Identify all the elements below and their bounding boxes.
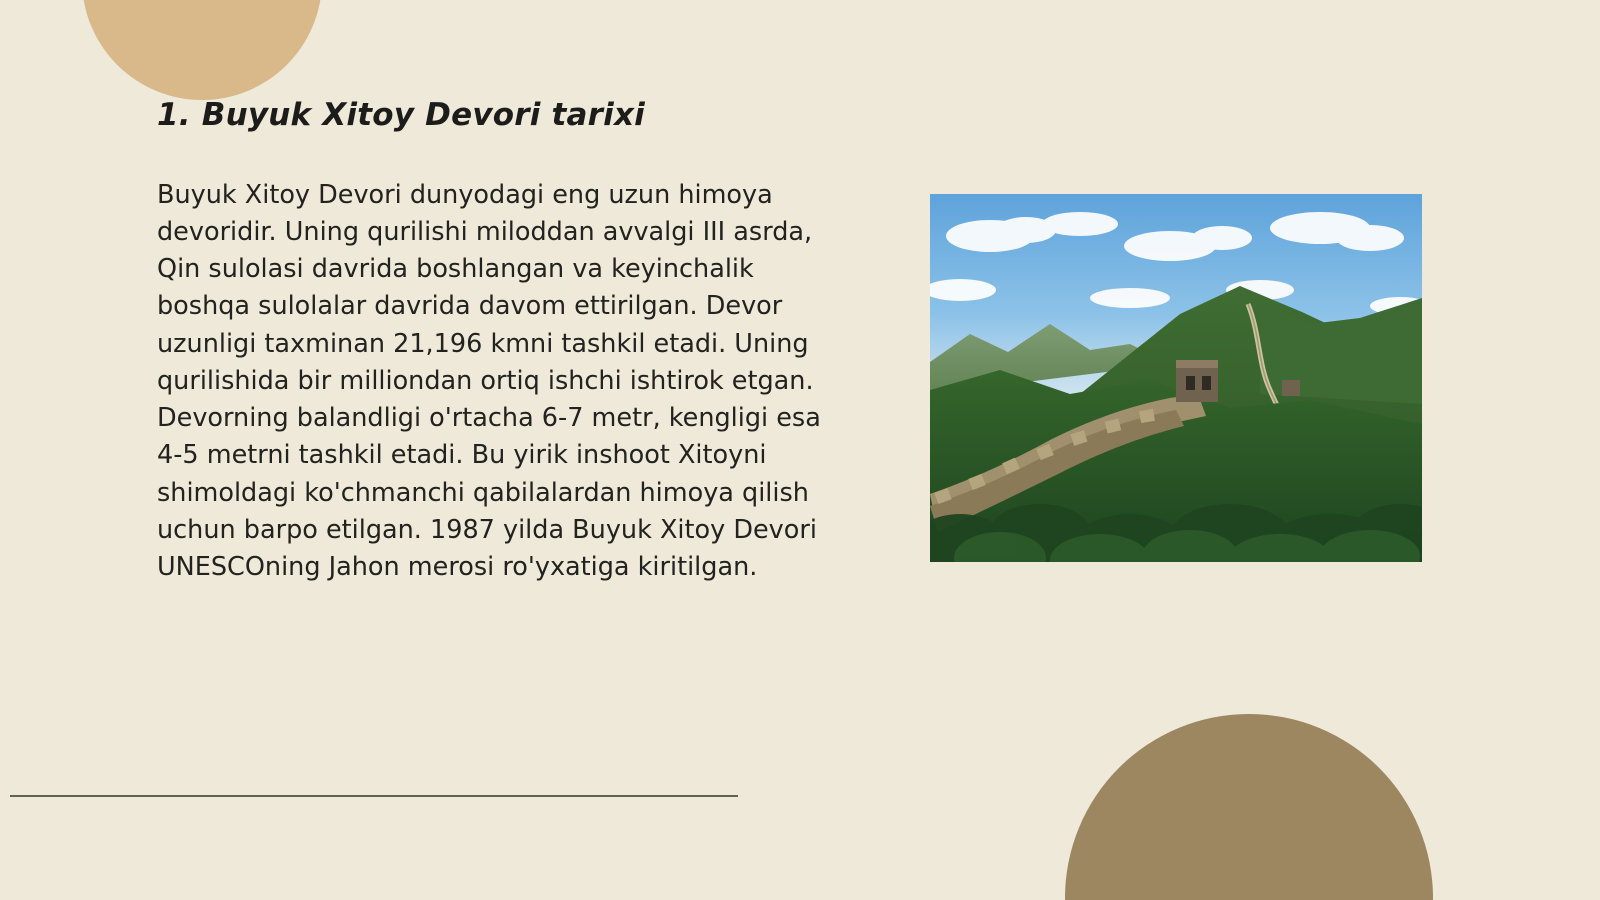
- great-wall-of-china-photo: [930, 194, 1422, 562]
- decorative-circle-bottom-right: [1065, 714, 1433, 900]
- slide-title: 1. Buyuk Xitoy Devori tarixi: [157, 97, 646, 133]
- slide-body-text: Buyuk Xitoy Devori dunyodagi eng uzun himoya devoridir. Uning qurilishi miloddan avvalgi III asrda, Qin sulolasi davrida boshlangan va keyinchalik boshqa sulolalar davrida davom ettirilgan. Devor uzunligi taxminan 21,196 kmni tashkil etadi. Uning qurilishida bir milliondan ortiq ishchi ishtirok etgan. Devorning balandligi o'rtacha 6-7 metr, kengligi esa 4-5 metrni tashkil etadi. Bu yirik inshoot Xitoyni shimoldagi ko'chmanchi qabilalardan himoya qilish uchun barpo etilgan. 1987 yilda Buyuk Xitoy Devori UNESCOning Jahon merosi ro'yxatiga kiritilgan.: [157, 179, 829, 582]
- slide-content: [157, 96, 837, 586]
- decorative-circle-top-left: [82, 0, 322, 100]
- photo-illustration: [930, 194, 1422, 562]
- horizontal-divider: [10, 795, 738, 797]
